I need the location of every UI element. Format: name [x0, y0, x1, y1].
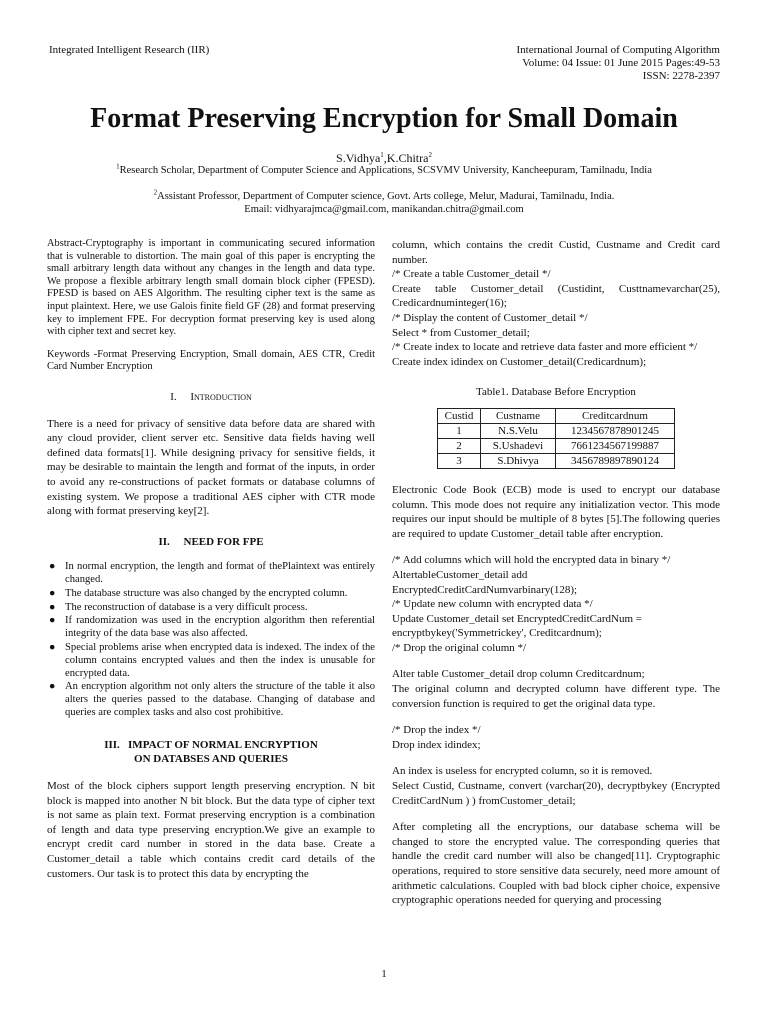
table-row: [438, 438, 675, 453]
code-line: Drop index idindex;: [392, 738, 481, 751]
sql-alter-statement: Alter table Customer_detail drop column Creditcardnum;: [392, 668, 645, 681]
author-1: S.Vidhya: [336, 151, 381, 165]
table-header-cell: Custname: [481, 408, 556, 423]
affiliation-1: [0, 162, 768, 176]
index-useless-sentence: An index is useless for encrypted column, so it is removed.: [392, 765, 653, 778]
list-item: ● If randomization was used in the encryption algorithm then referential integrity of the data base was also affected.: [49, 615, 375, 640]
section-title-line-2: ON DATABSES AND QUERIES: [134, 753, 288, 766]
customer-table: [437, 408, 675, 469]
bullet-icon: ●: [49, 601, 56, 613]
table-header-row: [438, 408, 675, 423]
right-column: [392, 238, 720, 908]
page-number: 1: [381, 968, 387, 980]
sql-select-statement: Select Custid, Custname, convert (varchar(20), decryptbykey (Encrypted CreditCardNum ) ) fromCustomer_detail;: [392, 780, 720, 807]
author-2-sup: 2: [428, 151, 432, 159]
introduction-paragraph: There is a need for privacy of sensitive data before data are shared with any cloud provider, client server etc. Sensitive data fields having well defined data formats[1]. While designing privacy for sensitive fields, it may be desirable to maintain the length and format of the inputs, in order to avoid any re-constructions of packet formats or database columns of existing system. We propose a traditional AES cipher with CTR mode along with format preserving key[2].: [47, 417, 375, 518]
section-title: Introduction: [190, 390, 252, 403]
journal-volume: Volume: 04 Issue: 01 June 2015 Pages:49-53: [522, 57, 720, 69]
table-caption: Table1. Database Before Encryption: [476, 386, 636, 399]
table-cell: 2: [438, 438, 481, 453]
table-header-cell: Creditcardnum: [556, 408, 675, 423]
section-number: II.: [158, 535, 170, 548]
bullet-icon: ●: [49, 642, 56, 654]
code-line: Create index idindex on Customer_detail(Credicardnum);: [392, 355, 647, 368]
code-line: AltertableCustomer_detail add: [392, 568, 528, 581]
affiliation-2-sup: 2: [153, 188, 158, 197]
list-item: ● An encryption algorithm not only alters the structure of the table it also alters the queries passed to the database. Changing of database and queries are complex tasks and also cost prohibitive.: [49, 681, 375, 719]
journal-publisher: Integrated Intelligent Research (IIR): [49, 44, 210, 56]
sql-block-drop-index: [392, 723, 720, 752]
sql-block-create: [392, 267, 720, 369]
ecb-paragraph: Electronic Code Book (ECB) mode is used to encrypt our database column. This mode does not require any initialization vector. This mode requires our input should be multiple of 8 bytes [5].The following queries are required to update Customer_detail table after encryption.: [392, 483, 720, 540]
affiliation-2: [0, 190, 768, 216]
section-number: I.: [170, 390, 177, 403]
code-line: /* Drop the original column */: [392, 641, 527, 654]
abstract: Abstract-Cryptography is important in communicating secured information that is vulnerable to distortion. The main goal of this paper is encrypting the small arbitrary length data without any changes in the length and data type. We propose a flexible arbitrary length small domain block cipher (FPESD). FPESD is based on AES Algorithm. The resulting cipher text is the same as input plaintext. Here, we use Galois finite field GF (28) and format preserving key to implement FPE. For decryption format preserving key is used along with cipher text and secret key.: [47, 238, 375, 338]
section-title-line-1: IMPACT OF NORMAL ENCRYPTION: [128, 738, 318, 751]
affiliation-1-text: Research Scholar, Department of Computer Science and Applications, SCSVMV University, Kancheepuram, Tamilnadu, India: [119, 165, 652, 176]
affiliation-1-sup: 1: [116, 162, 120, 171]
table-row: [438, 423, 675, 438]
code-line: EncryptedCreditCardNumvarbinary(128);: [392, 583, 578, 596]
table-cell: N.S.Velu: [481, 423, 556, 438]
impact-paragraph: Most of the block ciphers support length preserving encryption. N bit block is mapped into another N bit block. But the data type of cipher text is not same as plain text. Format preserving encryption is a combination of length and data type preserving encryption.We give an example to encrypt credit card number in stored in the data base. Create a Customer_detail a table which contains credit card details of the customers. Our task is to protect this data by encrypting the: [47, 780, 375, 880]
code-line: Select * from Customer_detail;: [392, 326, 530, 339]
list-item: ● The database structure was also changed by the encrypted column.: [49, 587, 348, 599]
table-cell: 1: [438, 423, 481, 438]
table-cell: S.Dhivya: [481, 453, 556, 468]
bullet-icon: ●: [49, 681, 56, 693]
list-item: ● The reconstruction of database is a very difficult process.: [49, 601, 308, 613]
section-heading-impact: [47, 738, 375, 767]
bullet-icon: ●: [49, 587, 56, 599]
sql-block-update: [392, 553, 720, 655]
code-line: /* Display the content of Customer_detail */: [392, 311, 588, 324]
code-line: /* Create index to locate and retrieve data faster and more efficient */: [392, 341, 698, 354]
section-heading-introduction: [47, 390, 375, 405]
journal-issn: ISSN: 2278-2397: [642, 70, 720, 82]
author-2: K.Chitra: [386, 151, 429, 165]
fpe-bullet-list: [47, 561, 375, 720]
table-cell: 3: [438, 453, 481, 468]
conversion-paragraph: The original column and decrypted column have different type. The conversion function is required to get the original data type.: [392, 683, 720, 710]
bullet-icon: ●: [49, 561, 56, 573]
continued-paragraph: column, which contains the credit Custid, Custname and Credit card number.: [392, 239, 720, 266]
paper-title: Format Preserving Encryption for Small Domain: [90, 103, 678, 134]
code-line: encryptbykey('Symmetrickey', Creditcardnum);: [392, 627, 602, 640]
affiliation-2-text: Assistant Professor, Department of Computer science, Govt. Arts college, Melur, Madurai, Tamilnadu, India.: [157, 191, 615, 202]
code-line: /* Create a table Customer_detail */: [392, 268, 551, 281]
left-column: [47, 238, 375, 881]
list-item: ● Special problems arise when encrypted data is indexed. The index of the column contains encrypted values and then the index is unusable for encrypted data.: [49, 642, 375, 679]
table-cell: 1234567878901245: [556, 423, 675, 438]
code-line: /* Add columns which will hold the encrypted data in binary */: [392, 554, 671, 567]
code-line: /* Drop the index */: [392, 724, 481, 737]
code-line: /* Update new column with encrypted data */: [392, 598, 593, 611]
code-line: Create table Customer_detail (Custidint, Custtnamevarchar(25), Credicardnuminteger(16);: [392, 282, 720, 310]
journal-name: International Journal of Computing Algorithm: [516, 44, 720, 56]
bullet-icon: ●: [49, 615, 56, 627]
section-title: NEED FOR FPE: [183, 535, 264, 548]
table-row: [438, 453, 675, 468]
author-emails: Email: vidhyarajmca@gmail.com, manikandan.chitra@gmail.com: [244, 204, 524, 215]
table-cell: 7661234567199887: [556, 438, 675, 453]
section-number: III.: [104, 738, 120, 751]
keywords: Keywords -Format Preserving Encryption, Small domain, AES CTR, Credit Card Number Encryption: [47, 348, 375, 373]
author-separator: ,: [383, 151, 387, 165]
journal-info: [517, 44, 720, 83]
table-cell: S.Ushadevi: [481, 438, 556, 453]
table-header-cell: Custid: [438, 408, 481, 423]
table-cell: 3456789897890124: [556, 453, 675, 468]
after-encryption-paragraph: After completing all the encryptions, our database schema will be changed to store the encrypted value. The corresponding queries that handle the credit card number will also be changed[11]. Cryptographic operations, required to store sensitive data securely, need more amount of arithmetic calculations. Coupled with bad block cipher choice, expensive cryptographic operations needed for querying and processing: [392, 821, 720, 907]
code-line: Update Customer_detail set EncryptedCreditCardNum =: [392, 612, 642, 625]
list-item: ● In normal encryption, the length and format of thePlaintext was entirely changed.: [49, 561, 375, 586]
section-heading-need-for-fpe: [47, 535, 375, 550]
author-1-sup: 1: [380, 151, 384, 159]
